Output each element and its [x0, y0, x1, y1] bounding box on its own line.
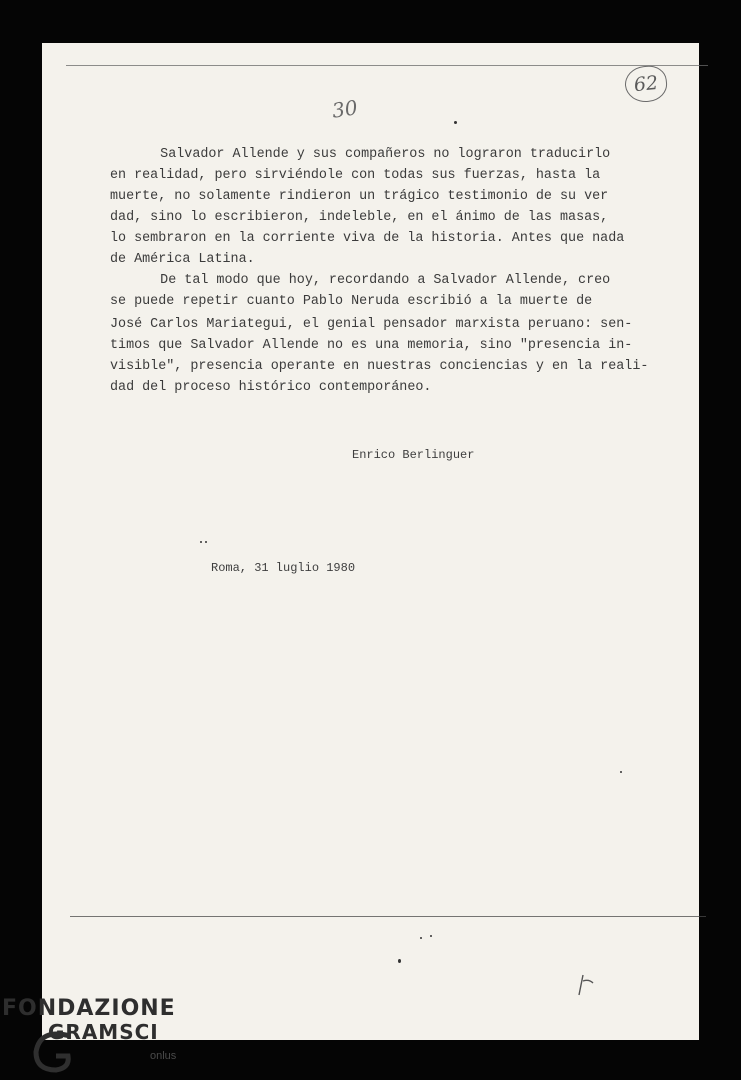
place-date: Roma, 31 luglio 1980	[211, 561, 356, 575]
body-line: visible", presencia operante en nuestras conciencias y en la reali-	[110, 359, 649, 374]
ink-speck	[205, 541, 207, 543]
foundation-watermark	[2, 996, 202, 1076]
bottom-rule	[70, 916, 706, 917]
body-line: en realidad, pero sirviéndole con todas sus fuerzas, hasta la	[110, 168, 601, 183]
body-line: lo sembraron en la corriente viva de la historia. Antes que nada	[110, 231, 625, 246]
body-line: dad del proceso histórico contemporáneo.	[110, 380, 432, 395]
body-line: muerte, no solamente rindieron un trágico testimonio de su ver	[110, 189, 609, 204]
body-line: José Carlos Mariategui, el genial pensador marxista peruano: sen-	[110, 317, 633, 332]
handwritten-number: 30	[330, 95, 359, 123]
ink-speck	[620, 771, 622, 773]
body-line: se puede repetir cuanto Pablo Neruda escribió a la muerte de	[110, 294, 593, 309]
ink-speck	[200, 541, 202, 543]
signature: Enrico Berlinguer	[352, 448, 475, 462]
watermark-line1: FONDAZIONE	[2, 996, 176, 1021]
body-line: de América Latina.	[110, 252, 255, 267]
ink-speck	[420, 937, 422, 939]
handwritten-initial-icon	[575, 971, 597, 1002]
top-rule	[66, 65, 708, 66]
ink-speck	[398, 959, 401, 963]
body-line: De tal modo que hoy, recordando a Salvador Allende, creo	[120, 273, 611, 288]
body-line: timos que Salvador Allende no es una memoria, sino "presencia in-	[110, 338, 633, 353]
watermark-logo-icon	[30, 1026, 80, 1074]
circled-page-number: 62	[623, 64, 669, 104]
watermark-suffix: onlus	[150, 1050, 177, 1062]
watermark-line2: GRAMSCI	[48, 1020, 159, 1044]
ink-speck	[454, 121, 457, 124]
body-line: Salvador Allende y sus compañeros no lograron traducirlo	[120, 147, 611, 162]
ink-speck	[430, 935, 432, 937]
body-line: dad, sino lo escribieron, indeleble, en el ánimo de las masas,	[110, 210, 609, 225]
document-page	[42, 43, 699, 1040]
